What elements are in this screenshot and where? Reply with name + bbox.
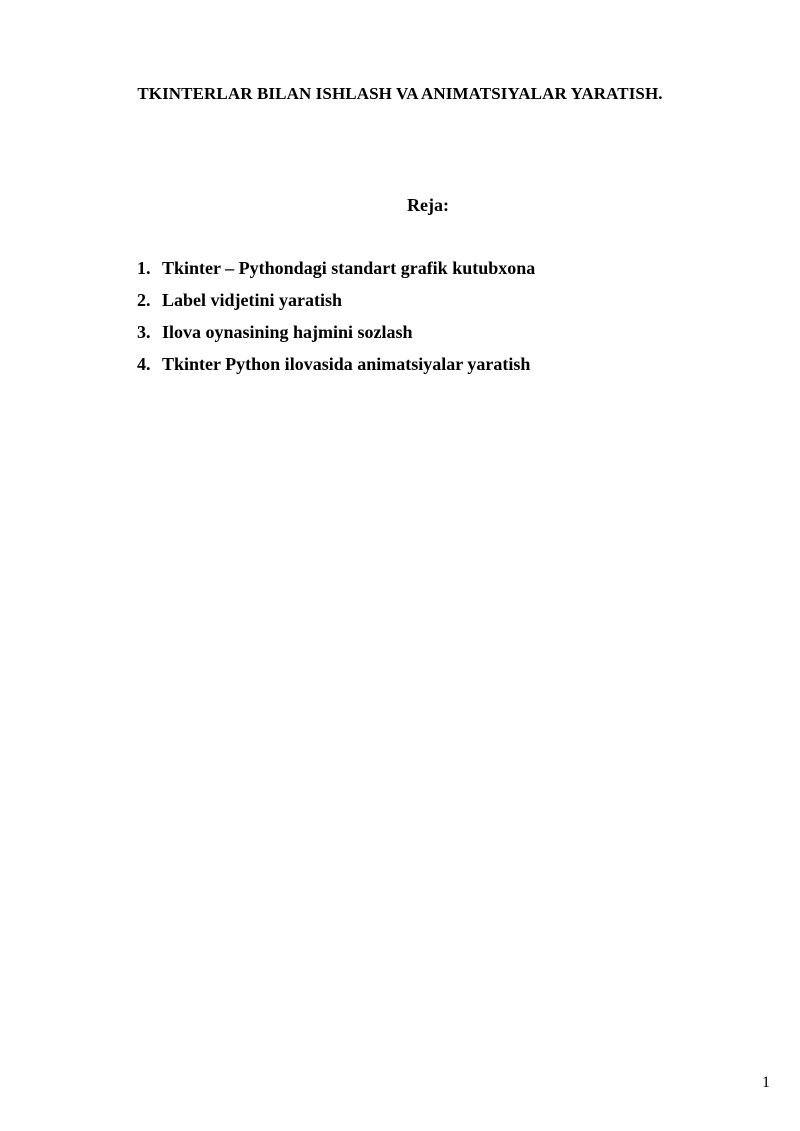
plan-item-number: 4. — [137, 354, 151, 374]
plan-item-2 — [137, 290, 535, 322]
plan-item-number: 2. — [137, 290, 151, 310]
plan-list — [137, 258, 535, 386]
plan-item-1 — [137, 258, 535, 290]
plan-heading: Reja: — [407, 195, 449, 215]
plan-item-text: Tkinter – Pythondagi standart grafik kutubxona — [162, 258, 536, 278]
plan-item-4 — [137, 354, 535, 386]
plan-item-number: 1. — [137, 258, 151, 278]
plan-item-3 — [137, 322, 535, 354]
page-number: 1 — [762, 1074, 770, 1091]
plan-item-number: 3. — [137, 322, 151, 342]
document-title: TKINTERLAR BILAN ISHLASH VA ANIMATSIYALAR YARATISH. — [137, 84, 663, 103]
plan-item-text: Label vidjetini yaratish — [162, 290, 343, 310]
plan-item-text: Ilova oynasining hajmini sozlash — [162, 322, 413, 342]
plan-item-text: Tkinter Python ilovasida animatsiyalar yaratish — [162, 354, 531, 374]
